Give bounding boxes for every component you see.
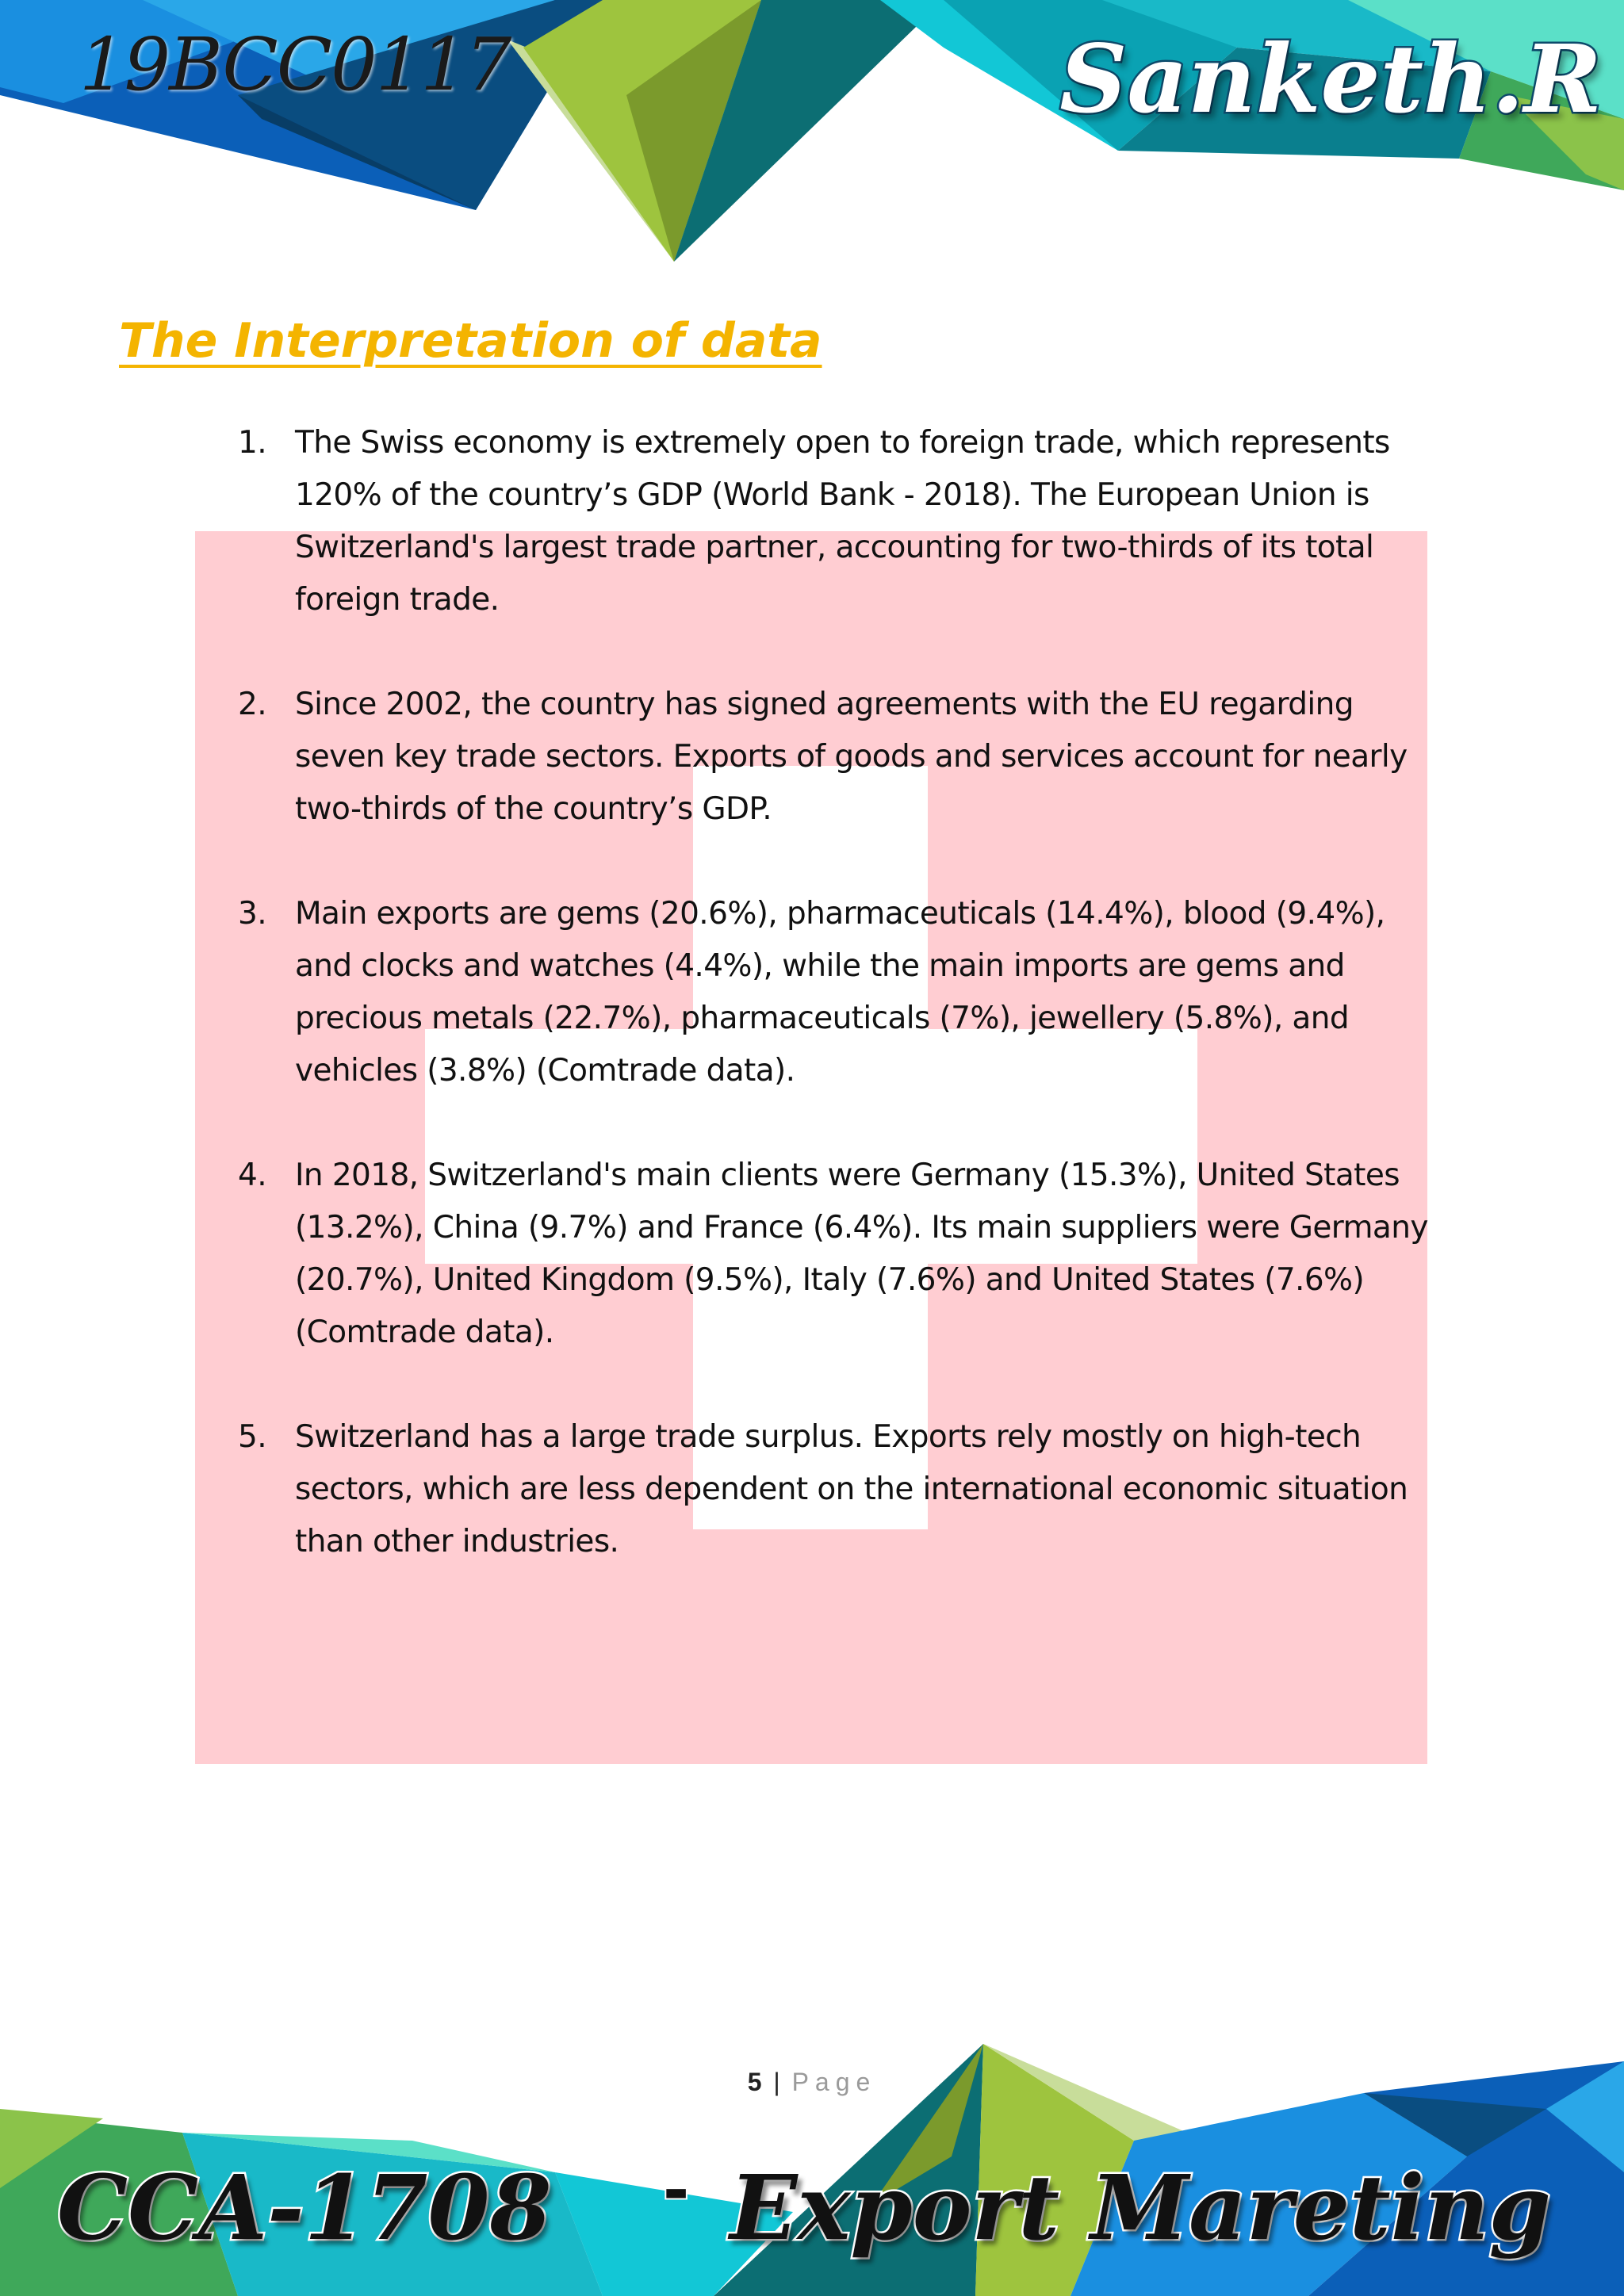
list-item-text: The Swiss economy is extremely open to foreign trade, which represents 120% of the country’s GDP (World Bank - 2018). The European Union is Switzerland's largest trade partner, accounting for two-thirds of its total foreign trade. (295, 425, 1390, 618)
course-subject: Export Mareting (730, 2156, 1551, 2260)
page-label: Page (791, 2068, 877, 2096)
page-number-footer (0, 2068, 1624, 2097)
page-separator: | (773, 2068, 780, 2096)
course-code: CCA-1708 (57, 2156, 552, 2260)
student-id: 19BCC0117 (79, 22, 511, 107)
list-item-text: In 2018, Switzerland's main clients were Germany (15.3%), United States (13.2%), China (9.7%) and France (6.4%). Its main suppliers were Germany (20.7%), United Kingdom (9.5%), Italy (7.6%) and United States (7.6%) (Comtrade data). (295, 1158, 1428, 1350)
list-item-number: 5. (238, 1419, 267, 1455)
list-item-number: 4. (238, 1158, 267, 1193)
list-item-number: 3. (238, 896, 267, 932)
section-title: The Interpretation of data (119, 313, 822, 369)
page-number: 5 (747, 2068, 762, 2096)
footer-dash: - (663, 2153, 690, 2227)
list-item-number: 2. (238, 687, 267, 722)
list-item-text: Switzerland has a large trade surplus. Exports rely mostly on high-tech sectors, which are less dependent on the international economic situation than other industries. (295, 1419, 1408, 1559)
list-item-number: 1. (238, 425, 267, 461)
list-item-text: Main exports are gems (20.6%), pharmaceuticals (14.4%), blood (9.4%), and clocks and watches (4.4%), while the main imports are gems and precious metals (22.7%), pharmaceuticals (7%), jewellery (5.8%), and vehicles (3.8%) (Comtrade data). (295, 896, 1385, 1089)
list-item-text: Since 2002, the country has signed agreements with the EU regarding seven key trade sectors. Exports of goods and services account for nearly two-thirds of the country’s GDP. (295, 687, 1408, 827)
author-name: Sanketh.R (1059, 24, 1602, 134)
